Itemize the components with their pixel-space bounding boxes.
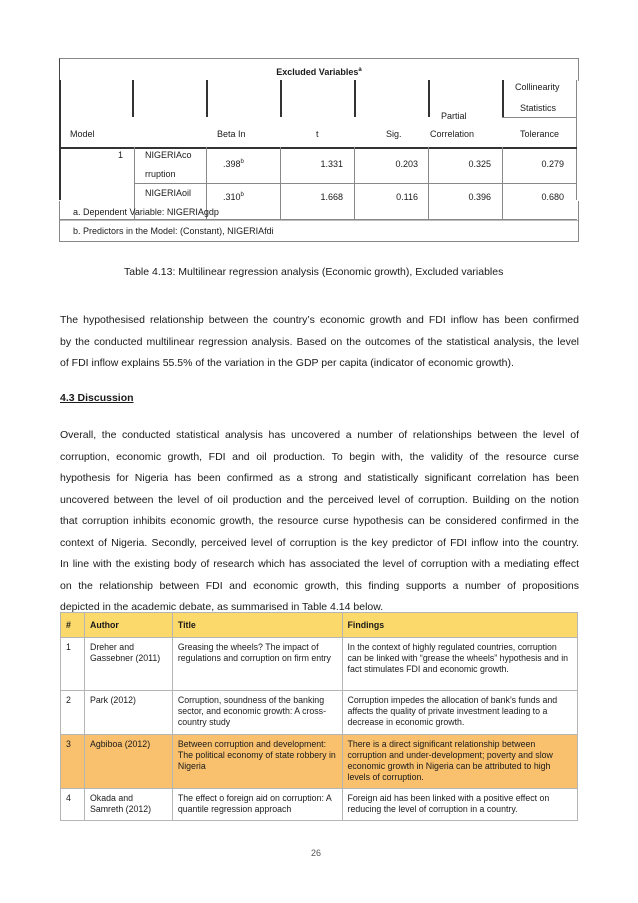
paragraph-discussion: Overall, the conducted statistical analysis has uncovered a number of relationships between the level of corruption, economic growth, FDI and oil production. To begin with, the validity of the resource curse hypothesis for Nigeria has been confirmed as a strong and statistically significant correlation has been uncovered between the level of oil production and the perceived level of corruption. Building on the notion that corruption inhibits economic growth, the resource curse hypothesis can be considered confirmed in the context of Nigeria. Secondly, perceived level of corruption is the key predictor of FDI inflow into the country. In line with the existing body of research which has associated the level of corruption with a mediating effect on the relationship between FDI and economic growth, this finding supports a number of propositions depicted in the academic debate, as summarised in Table 4.14 below. — [60, 429, 579, 613]
paragraph-hypothesis: The hypothesised relationship between the country’s economic growth and FDI inflow has been confirmed by the conducted multilinear regression analysis. Based on the outcomes of the statistical analysis, the level of FDI inflow explains 55.5% of the variation in the GDP per capita (indicator of economic growth). — [60, 314, 579, 369]
header-t: t — [316, 129, 319, 139]
header-sig: Sig. — [386, 129, 402, 139]
header-collinearity: Collinearity — [515, 82, 560, 92]
row1-t: 1.331 — [320, 159, 343, 169]
row1-beta: .398$^b$ — [223, 159, 244, 169]
header-correlation: Correlation — [430, 129, 475, 139]
table-row: 1 Dreher and Gassebner (2011) Greasing the wheels? The impact of regulations and corruption on firm entry In the context of highly regulated countries, corruption can be linked with “grease the wheels” hypothesis and in fact stimulates FDI and economic growth. — [61, 638, 578, 691]
header-number: # — [61, 613, 85, 638]
row2-sig: 0.116 — [396, 192, 418, 202]
row2-beta: .310$^b$ — [223, 192, 244, 202]
excluded-table-grid — [59, 80, 577, 200]
table-row: 3 Agbiboa (2012) Between corruption and development: The political economy of state robbery in Nigeria There is a direct significant relationship between corruption and under-development; poverty and slow economic growth in Nigeria can be attributed to high levels of corruption. — [61, 735, 578, 789]
row1-tolerance: 0.279 — [541, 159, 564, 169]
header-tolerance: Tolerance — [520, 129, 560, 139]
row1-sig: 0.203 — [395, 159, 418, 169]
row1-partial: 0.325 — [468, 159, 491, 169]
table-caption: Table 4.13: Multilinear regression analysis (Economic growth), Excluded variables — [124, 266, 504, 278]
literature-table — [60, 612, 578, 821]
header-partial: Partial — [441, 111, 467, 121]
footnote-dependent: a. Dependent Variable: NIGERIAgdp — [73, 207, 219, 217]
row2-t: 1.668 — [320, 192, 343, 202]
row2-tolerance: 0.680 — [541, 192, 564, 202]
table-row: 4 Okada and Samreth (2012) The effect o foreign aid on corruption: A quantile regression approach Foreign aid has been linked with a positive effect on reducing the level of corruption in a country. — [61, 789, 578, 821]
header-title: Title — [172, 613, 342, 638]
excluded-table-title: Excluded Variables$^a$ — [59, 58, 579, 81]
header-beta-in: Beta In — [217, 129, 246, 139]
table-row: 2 Park (2012) Corruption, soundness of the banking sector, and economic growth: A cross-country study Corruption impedes the allocation of bank’s funds and affects the quality of private investment leading to a decrease in economic growth. — [61, 691, 578, 735]
row1-model: 1 — [118, 150, 124, 160]
header-statistics: Statistics — [520, 103, 557, 113]
header-findings: Findings — [342, 613, 577, 638]
row2-var: NIGERIAoil — [145, 188, 192, 198]
literature-table-header — [61, 613, 578, 638]
row1-var-line2: rruption — [145, 169, 176, 179]
page-number: 26 — [311, 848, 322, 858]
row2-partial: 0.396 — [468, 192, 491, 202]
header-author: Author — [84, 613, 172, 638]
row1-var-line1: NIGERIAco — [145, 150, 192, 160]
section-heading: 4.3 Discussion — [60, 392, 134, 404]
footnote-predictors: b. Predictors in the Model: (Constant), NIGERIAfdi — [73, 226, 274, 236]
header-model: Model — [70, 129, 95, 139]
